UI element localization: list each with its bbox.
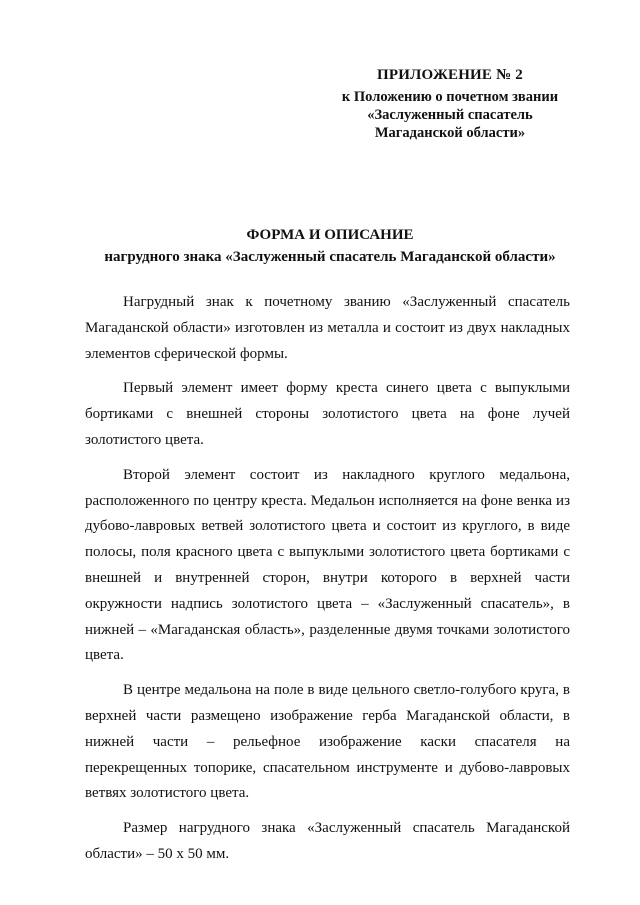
paragraph-2: Первый элемент имеет форму креста синего цвета с выпуклыми бортиками с внешней стороны золотистого цвета на фоне лучей золотистого цвета. <box>85 380 570 448</box>
appendix-line-1: к Положению о почетном звании <box>341 89 559 105</box>
paragraph-5: Размер нагрудного знака «Заслуженный спасатель Магаданской области» – 50 х 50 мм. <box>85 820 570 862</box>
document-title <box>60 224 600 268</box>
title-line-2: нагрудного знака «Заслуженный спасатель Магаданской области» <box>104 249 556 265</box>
paragraph-1: Нагрудный знак к почетному званию «Заслуженный спасатель Магаданской области» изготовлен из металла и состоит из двух накладных элементов сферической формы. <box>85 294 570 362</box>
title-line-1: ФОРМА И ОПИСАНИЕ <box>246 227 414 243</box>
appendix-heading: ПРИЛОЖЕНИЕ № 2 <box>376 67 524 83</box>
document-body <box>85 290 570 877</box>
paragraph-3: Второй элемент состоит из накладного круглого медальона, расположенного по центру креста. Медальон исполняется на фоне венка из дубово-лавровых ветвей золотистого цвета и состоит из круглого, в виде полосы, поля красного цвета с выпуклыми золотистого цвета бортиками с внешней и внутренней сторон, внутри которого в верхней части окружности надпись золотистого цвета – «Заслуженный спасатель», в нижней – «Магаданская область», разделенные двумя точками золотистого цвета. <box>85 466 570 664</box>
paragraph-4: В центре медальона на поле в виде цельного светло-голубого круга, в верхней части размещено изображение герба Магаданской области, в нижней части – рельефное изображение каски спасателя на перекрещенных топорике, спасательном инструменте и дубово-лавровых ветвях золотистого цвета. <box>85 682 570 802</box>
appendix-line-3: Магаданской области» <box>374 125 526 141</box>
appendix-line-2: «Заслуженный спасатель <box>367 107 533 123</box>
appendix-header <box>300 66 600 142</box>
